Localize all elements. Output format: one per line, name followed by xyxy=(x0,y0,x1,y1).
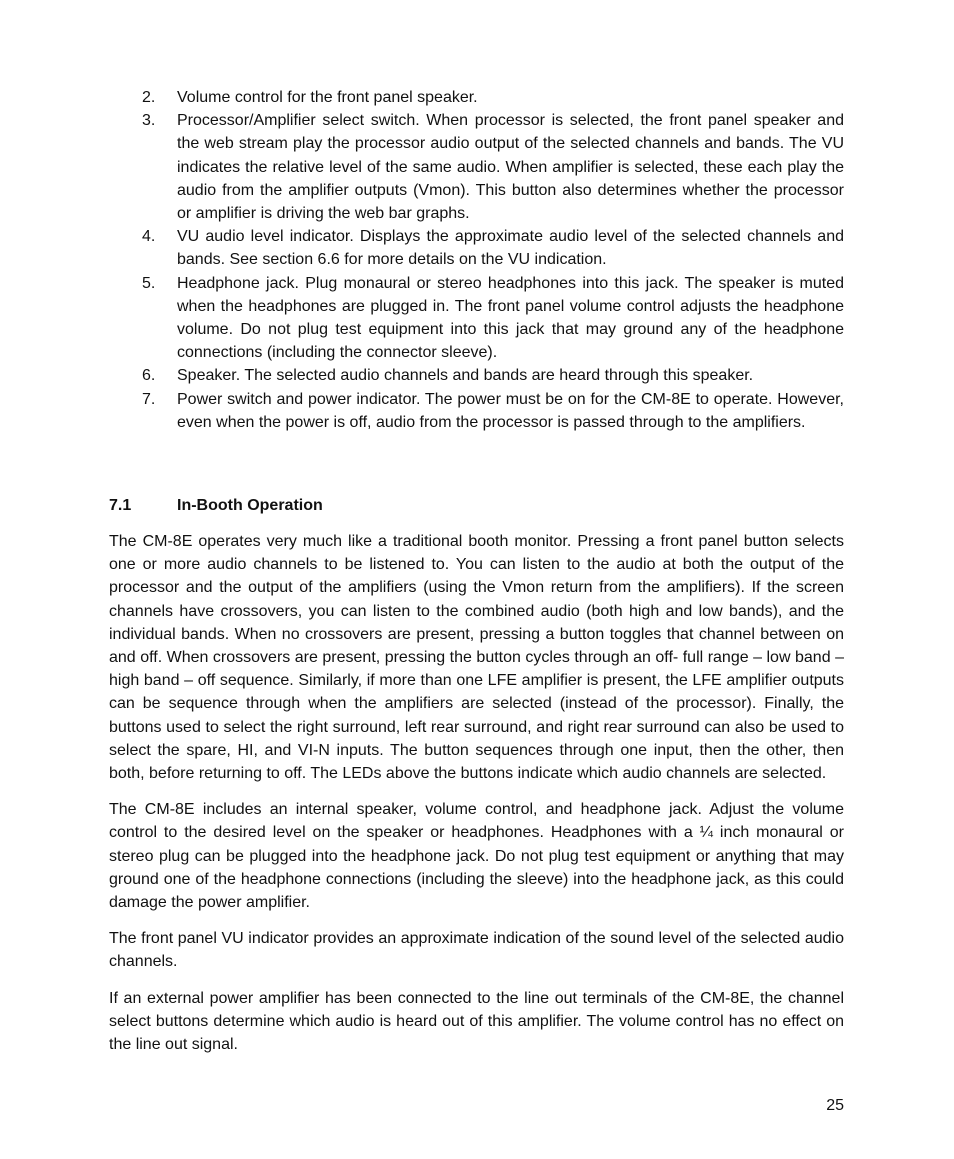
list-item xyxy=(109,388,844,434)
section-title: In-Booth Operation xyxy=(177,497,323,514)
list-item-text: Processor/Amplifier select switch. When processor is selected, the front panel speaker and the web stream play the processor audio output of the selected channels and bands. The VU indicates the relative level of the same audio. When amplifier is selected, these each play the audio from the amplifier outputs (Vmon). This button also determines whether the processor or amplifier is driving the web bar graphs. xyxy=(177,112,844,223)
list-item-text: VU audio level indicator. Displays the approximate audio level of the selected channels and bands. See section 6.6 for more details on the VU indication. xyxy=(177,228,844,269)
list-item-text: Volume control for the front panel speaker. xyxy=(177,89,478,106)
list-item xyxy=(109,272,844,365)
body-paragraph: The front panel VU indicator provides an approximate indication of the sound level of the selected audio channels. xyxy=(109,930,844,971)
list-item xyxy=(109,109,844,225)
list-item-text: Speaker. The selected audio channels and bands are heard through this speaker. xyxy=(177,367,754,385)
section-body xyxy=(109,530,844,1069)
list-item-number: 3. xyxy=(142,112,156,130)
section-heading xyxy=(109,494,844,517)
numbered-list xyxy=(109,86,844,434)
list-item-number: 2. xyxy=(142,89,156,106)
list-item-number: 6. xyxy=(142,367,156,385)
list-item-number: 7. xyxy=(142,390,156,408)
list-item-number: 5. xyxy=(142,274,156,292)
list-item xyxy=(109,86,844,109)
body-paragraph: The CM-8E includes an internal speaker, volume control, and headphone jack. Adjust the volume control to the desired level on the speaker or headphones. Headphones with a ¼ inch monaural or stereo plug can be plugged into the headphone jack. Do not plug test equipment or anything that may ground one of the headphone connections (including the sleeve) into the headphone jack, as this could damage the power amplifier. xyxy=(109,801,844,912)
list-item xyxy=(109,364,844,387)
list-item xyxy=(109,225,844,271)
list-item-text: Power switch and power indicator. The power must be on for the CM-8E to operate. However, even when the power is off, audio from the processor is passed through to the amplifiers. xyxy=(177,390,844,431)
page-number: 25 xyxy=(826,1097,844,1114)
list-item-number: 4. xyxy=(142,228,156,246)
body-paragraph: The CM-8E operates very much like a traditional booth monitor. Pressing a front panel button selects one or more audio channels to be listened to. You can listen to the audio at both the output of the processor and the output of the amplifiers (using the Vmon return from the amplifiers). If the screen channels have crossovers, you can listen to the combined audio (both high and low bands), and the individual bands. When no crossovers are present, pressing a button toggles that channel between on and off. When crossovers are present, pressing the button cycles through an off- full range – low band – high band – off sequence. Similarly, if more than one LFE amplifier is present, the LFE amplifier outputs can be sequence through when the amplifiers are selected (instead of the processor). Finally, the buttons used to select the right surround, left rear surround, and right rear surround can also be used to select the spare, HI, and VI-N inputs. The button sequences through one input, then the other, then both, before returning to off. The LEDs above the buttons indicate which audio channels are selected. xyxy=(109,533,844,783)
body-paragraph: If an external power amplifier has been connected to the line out terminals of the CM-8E, the channel select buttons determine which audio is heard out of this amplifier. The volume control has no effect on the line out signal. xyxy=(109,989,844,1054)
section-number: 7.1 xyxy=(109,497,132,514)
list-item-text: Headphone jack. Plug monaural or stereo headphones into this jack. The speaker is muted when the headphones are plugged in. The front panel volume control adjusts the headphone volume. Do not plug test equipment into this jack that may ground any of the headphone connections (including the connector sleeve). xyxy=(177,274,844,362)
